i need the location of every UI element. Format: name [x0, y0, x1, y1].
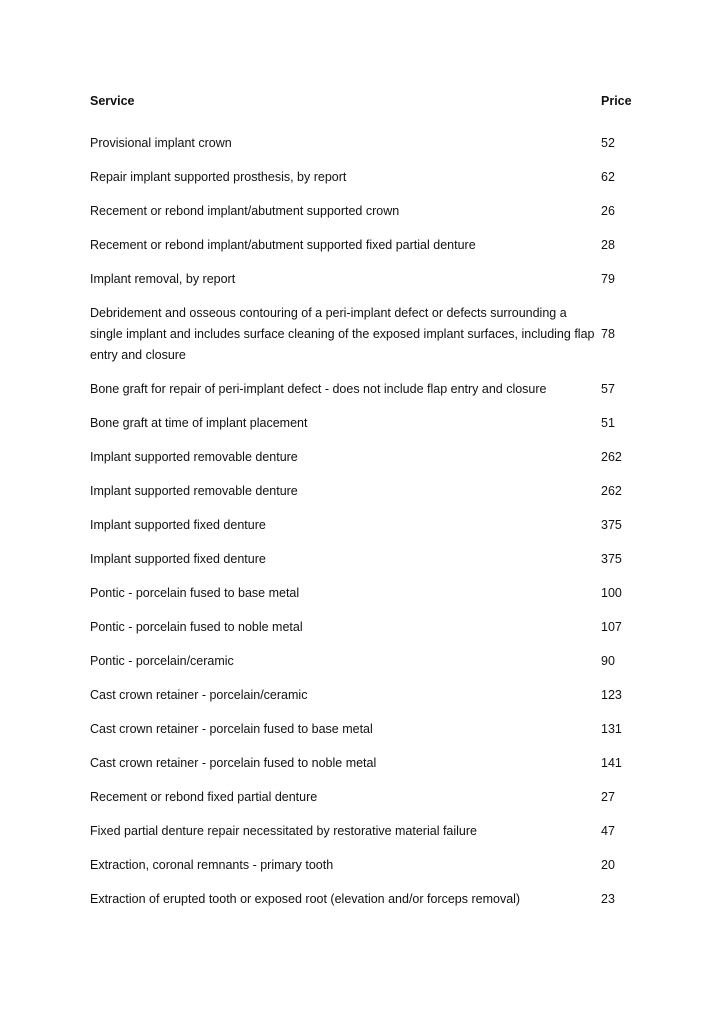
price-cell: 23 [601, 891, 615, 906]
price-cell: 79 [601, 271, 615, 286]
service-cell: Implant removal, by report [90, 271, 236, 286]
service-cell: Recement or rebond implant/abutment supported fixed partial denture [90, 237, 476, 252]
service-cell: Recement or rebond fixed partial denture [90, 789, 318, 804]
price-cell: 20 [601, 857, 615, 872]
price-cell: 57 [601, 381, 615, 396]
table-row [90, 848, 635, 882]
service-cell: Provisional implant crown [90, 135, 232, 150]
service-cell: Implant supported removable denture [90, 449, 298, 464]
table-row [90, 406, 635, 440]
table-row [90, 644, 635, 678]
service-cell: Repair implant supported prosthesis, by report [90, 169, 347, 184]
service-cell: Fixed partial denture repair necessitated by restorative material failure [90, 823, 477, 838]
price-cell: 141 [601, 755, 622, 770]
price-cell: 123 [601, 687, 622, 702]
price-table [90, 91, 635, 916]
service-cell: Extraction, coronal remnants - primary tooth [90, 857, 334, 872]
table-row [90, 508, 635, 542]
table-row [90, 126, 635, 160]
table-row [90, 712, 635, 746]
price-column-header: Price [601, 94, 632, 108]
service-cell: Debridement and osseous contouring of a peri-implant defect or defects surrounding a single implant and includes surface cleaning of the exposed implant surfaces, including flap entry and closure [90, 305, 595, 362]
price-cell: 28 [601, 237, 615, 252]
table-row [90, 882, 635, 916]
service-cell: Cast crown retainer - porcelain fused to base metal [90, 721, 373, 736]
table-row [90, 678, 635, 712]
service-cell: Implant supported removable denture [90, 483, 298, 498]
document-page [90, 91, 635, 916]
service-cell: Cast crown retainer - porcelain fused to noble metal [90, 755, 377, 770]
table-row [90, 262, 635, 296]
service-cell: Implant supported fixed denture [90, 517, 266, 532]
price-cell: 375 [601, 517, 622, 532]
table-header-row [90, 91, 635, 126]
service-cell: Recement or rebond implant/abutment supported crown [90, 203, 400, 218]
price-cell: 262 [601, 449, 622, 464]
table-body [90, 126, 635, 916]
service-cell: Pontic - porcelain fused to noble metal [90, 619, 303, 634]
service-cell: Bone graft at time of implant placement [90, 415, 308, 430]
table-row [90, 474, 635, 508]
price-cell: 27 [601, 789, 615, 804]
table-row [90, 610, 635, 644]
service-cell: Extraction of erupted tooth or exposed root (elevation and/or forceps removal) [90, 891, 521, 906]
service-cell: Pontic - porcelain/ceramic [90, 653, 234, 668]
table-row [90, 228, 635, 262]
table-row [90, 296, 635, 372]
price-cell: 131 [601, 721, 622, 736]
price-cell: 51 [601, 415, 615, 430]
price-cell: 78 [601, 326, 615, 341]
table-row [90, 780, 635, 814]
service-cell: Pontic - porcelain fused to base metal [90, 585, 300, 600]
table-row [90, 440, 635, 474]
table-row [90, 814, 635, 848]
table-row [90, 372, 635, 406]
price-cell: 100 [601, 585, 622, 600]
table-row [90, 160, 635, 194]
price-cell: 90 [601, 653, 615, 668]
table-row [90, 542, 635, 576]
table-row [90, 576, 635, 610]
price-cell: 26 [601, 203, 615, 218]
table-row [90, 746, 635, 780]
service-cell: Bone graft for repair of peri-implant defect - does not include flap entry and closure [90, 381, 547, 396]
service-cell: Cast crown retainer - porcelain/ceramic [90, 687, 308, 702]
price-cell: 107 [601, 619, 622, 634]
price-cell: 52 [601, 135, 615, 150]
service-cell: Implant supported fixed denture [90, 551, 266, 566]
price-cell: 62 [601, 169, 615, 184]
price-cell: 47 [601, 823, 615, 838]
price-cell: 262 [601, 483, 622, 498]
table-row [90, 194, 635, 228]
service-column-header: Service [90, 94, 135, 108]
price-cell: 375 [601, 551, 622, 566]
